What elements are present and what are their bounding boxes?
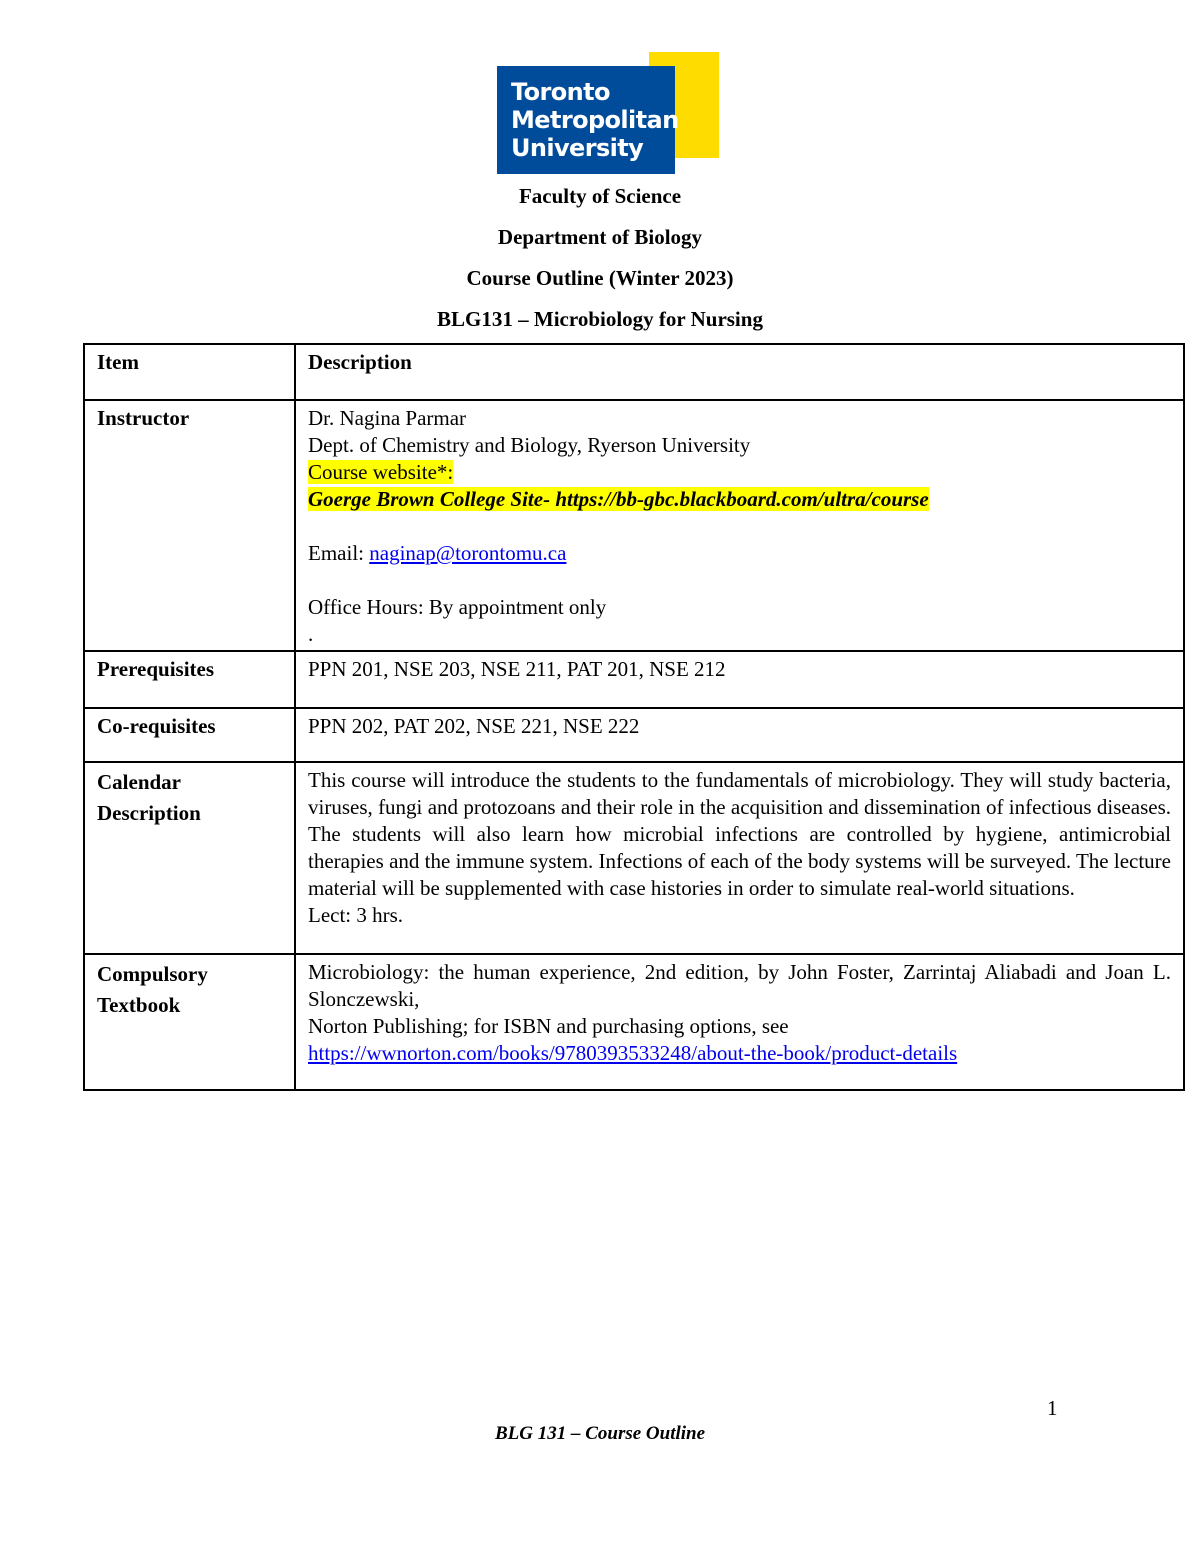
course-title: BLG131 – Microbiology for Nursing	[437, 307, 763, 331]
textbook-publisher: Norton Publishing; for ISBN and purchasing options, see	[308, 1014, 789, 1038]
instructor-description	[295, 400, 1184, 651]
faculty-heading: Faculty of Science	[518, 184, 682, 208]
textbook-link[interactable]: https://wwnorton.com/books/9780393533248/about-the-book/product-details	[308, 1041, 958, 1065]
calendar-label	[84, 762, 295, 954]
logo-wordmark	[511, 78, 679, 162]
table-row-corequisites	[84, 708, 1184, 762]
trailing-dot: .	[308, 622, 314, 646]
email-link[interactable]: naginap@torontomu.ca	[369, 541, 567, 565]
logo-line-3: University	[511, 134, 644, 162]
calendar-label-1: Calendar	[97, 770, 181, 794]
table-header-row	[84, 344, 1184, 400]
textbook-label	[84, 954, 295, 1090]
logo-blue-block	[497, 66, 679, 174]
table-row-instructor	[84, 400, 1184, 651]
office-hours: Office Hours: By appointment only	[308, 595, 607, 619]
outline-heading: Course Outline (Winter 2023)	[466, 266, 734, 290]
department-heading: Department of Biology	[497, 225, 703, 249]
calendar-description	[295, 762, 1184, 954]
textbook-label-1: Compulsory	[97, 962, 208, 986]
table-row-calendar	[84, 762, 1184, 954]
instructor-name: Dr. Nagina Parmar	[308, 406, 467, 430]
university-logo	[497, 52, 719, 174]
logo-line-2: Metropolitan	[511, 106, 679, 134]
textbook-text: Microbiology: the human experience, 2nd edition, by John Foster, Zarrintaj Aliabadi and Joan L. Slonczewski,	[308, 960, 1171, 1011]
course-outline-table	[83, 343, 1185, 1091]
course-website: Goerge Brown College Site- https://bb-gbc.blackboard.com/ultra/course	[308, 487, 929, 511]
logo-line-1: Toronto	[511, 78, 610, 106]
header-item: Item	[84, 344, 295, 400]
calendar-label-2: Description	[97, 801, 201, 825]
header-description: Description	[295, 344, 1184, 400]
textbook-description	[295, 954, 1184, 1090]
corequisites-label: Co-requisites	[84, 708, 295, 762]
page-number: 1	[1047, 1396, 1058, 1420]
prerequisites-label: Prerequisites	[84, 651, 295, 708]
instructor-dept: Dept. of Chemistry and Biology, Ryerson University	[308, 433, 751, 457]
textbook-label-2: Textbook	[97, 993, 181, 1017]
corequisites-value: PPN 202, PAT 202, NSE 221, NSE 222	[295, 708, 1184, 762]
email-label: Email:	[308, 541, 370, 565]
lecture-hours: Lect: 3 hrs.	[308, 903, 404, 927]
table-row-textbook	[84, 954, 1184, 1090]
calendar-text: This course will introduce the students to the fundamentals of microbiology. They will study bacteria, viruses, fungi and protozoans and their role in the acquisition and dissemination of infectious diseases. The students will also learn how microbial infections are controlled by hygiene, antimicrobial therapies and the immune system. Infections of each of the body systems will be surveyed. The lecture material will be supplemented with case histories in order to simulate real-world situations.	[308, 768, 1171, 900]
website-label: Course website*:	[308, 460, 454, 484]
page-footer: BLG 131 – Course Outline	[494, 1423, 706, 1444]
table-row-prerequisites	[84, 651, 1184, 708]
instructor-label: Instructor	[84, 400, 295, 651]
prerequisites-value: PPN 201, NSE 203, NSE 211, PAT 201, NSE 212	[295, 651, 1184, 708]
